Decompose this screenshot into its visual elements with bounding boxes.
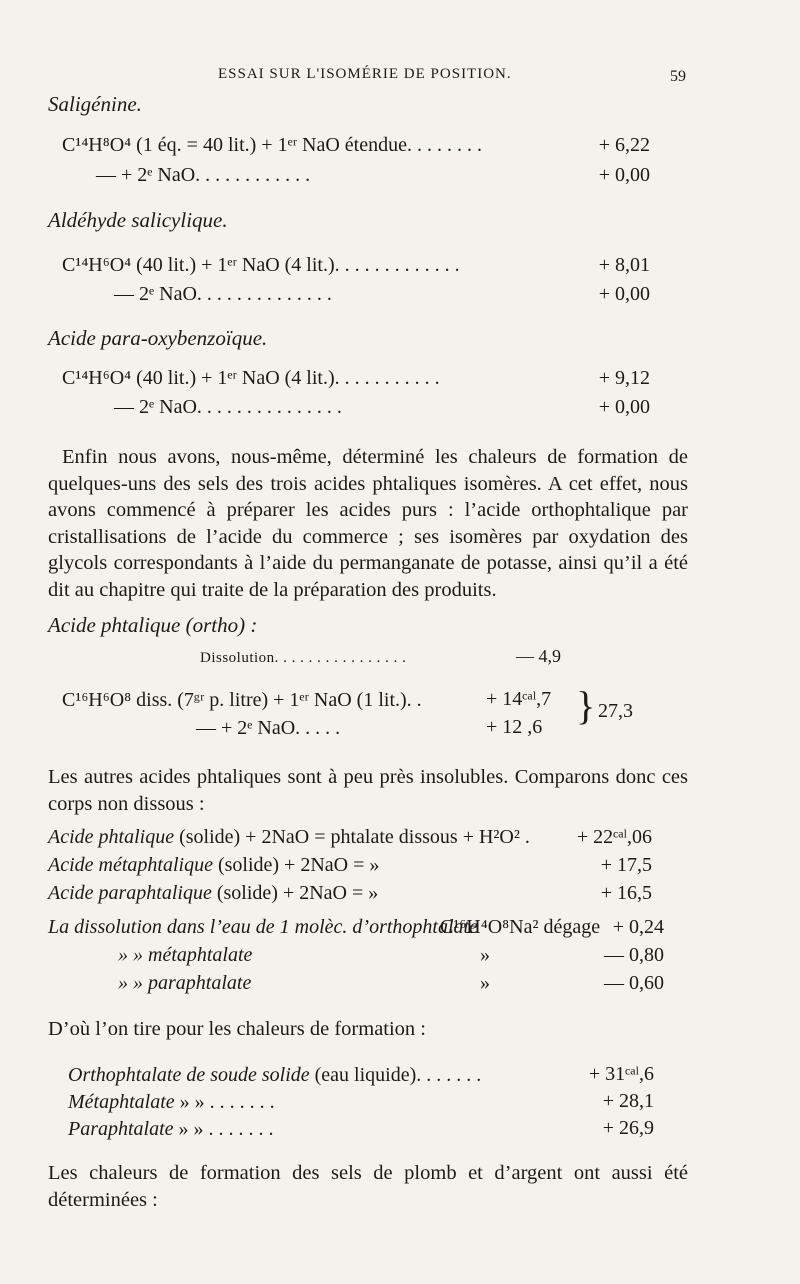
formation-rest: » » . . . . . . . [174,1091,275,1113]
ortho-brace: } [576,683,596,728]
paraoxy-value-1: + 9,12 [598,367,650,389]
section-title-aldehyde: Aldéhyde salicylique. [48,208,228,232]
saligenine-value-1: + 6,22 [598,134,650,156]
running-title: ESSAI SUR L'ISOMÉRIE DE POSITION. [218,66,512,82]
paraoxy-row-1: C¹⁴H⁶O⁴ (40 lit.) + 1ᵉʳ NaO (4 lit.). . . . . . . . . . . [62,367,440,389]
comparison-rest: (solide) + 2NaO = » [212,854,380,876]
ortho-dissolution-value: — 4,9 [516,646,561,666]
formation-row-meta [68,1091,275,1114]
ortho-row-1: C¹⁶H⁶O⁸ diss. (7ᵍʳ p. litre) + 1ᵉʳ NaO (1 lit.). . [62,689,422,711]
ortho-value-1: + 14ᶜᵃˡ,7 [486,688,552,710]
dissolution-row-para: » » paraphtalate [118,972,252,994]
formation-name: Paraphtalate [68,1118,174,1140]
ortho-row-2: — + 2ᵉ NaO. . . . . [196,717,341,739]
page-number: 59 [670,68,686,85]
formation-name: Métaphtalate [68,1091,175,1113]
comparison-row-metaphtalique [48,854,379,877]
dissolution-value: — 0,60 [604,972,664,994]
comparison-value: + 22ᶜᵃˡ,06 [576,826,652,848]
dissolution-value: + 0,24 [612,916,664,938]
dissolution-formula: C¹⁶H⁴O⁸Na² dégage [440,916,601,938]
section-title-saligenine: Saligénine. [48,92,142,116]
formation-row-ortho [68,1064,481,1087]
formation-rest: » » . . . . . . . [173,1118,274,1140]
section-title-paraoxybenzoique: Acide para-oxybenzoïque. [48,326,268,350]
dissolution-value: — 0,80 [604,944,664,966]
formation-rest: (eau liquide). . . . . . . [309,1064,482,1086]
formation-value: + 26,9 [602,1117,654,1139]
aldehyde-row-1: C¹⁴H⁶O⁴ (40 lit.) + 1ᵉʳ NaO (4 lit.). . . . . . . . . . . . . [62,254,460,276]
aldehyde-value-1: + 8,01 [598,254,650,276]
paragraph-dou: D’où l’on tire pour les chaleurs de formation : [48,1018,426,1040]
dissolution-formula: » [480,972,490,994]
saligenine-row-2: — + 2ᵉ NaO. . . . . . . . . . . . [96,164,311,186]
paraoxy-row-2: — 2ᵉ NaO. . . . . . . . . . . . . . . [114,396,342,418]
comparison-rest: (solide) + 2NaO = phtalate dissous + H²O² . [174,826,530,848]
section-title-ortho: Acide phtalique (ortho) : [48,613,258,637]
comparison-value: + 17,5 [600,854,652,876]
ortho-total: 27,3 [598,700,633,722]
aldehyde-row-2: — 2ᵉ NaO. . . . . . . . . . . . . . [114,283,332,305]
comparison-name: Acide paraphtalique [48,882,212,904]
ortho-dissolution-label: Dissolution. . . . . . . . . . . . . . . . [200,650,407,666]
paragraph-autres: Les autres acides phtaliques sont à peu près insolubles. Comparons donc ces corps non dissous : [48,766,688,815]
comparison-rest: (solide) + 2NaO = » [211,882,379,904]
paragraph-chaleurs: Les chaleurs de formation des sels de plomb et d’argent ont aussi été déterminées : [48,1162,688,1211]
formation-value: + 31ᶜᵃˡ,6 [588,1063,654,1085]
dissolution-row-meta: » » métaphtalate [118,944,253,966]
comparison-value: + 16,5 [600,882,652,904]
dissolution-row-ortho: La dissolution dans l’eau de 1 molèc. d’orthophtalate [48,916,478,938]
saligenine-value-2: + 0,00 [598,164,650,186]
paraoxy-value-2: + 0,00 [598,396,650,418]
formation-row-para [68,1118,274,1141]
formation-value: + 28,1 [602,1090,654,1112]
formation-name: Orthophtalate de soude solide [68,1064,310,1086]
aldehyde-value-2: + 0,00 [598,283,650,305]
comparison-row-phtalique [48,826,530,849]
ortho-value-2: + 12 ,6 [486,716,543,738]
comparison-row-paraphtalique [48,882,378,905]
paragraph-enfin: Enfin nous avons, nous-même, déterminé les chaleurs de formation de quelques-uns des sels des trois acides phtaliques isomères. A cet effet, nous avons commencé à préparer les acides purs : l’acide orthophtalique par cristallisations de l’acide du commerce ; ses isomères par oxydation des glycols correspondants à l’aide du permanganate de potasse, ainsi qu’il a été dit au chapitre qui traite de la préparation des produits. [48,446,688,601]
dissolution-formula: » [480,944,490,966]
comparison-name: Acide métaphtalique [48,854,213,876]
comparison-name: Acide phtalique [48,826,175,848]
saligenine-row-1: C¹⁴H⁸O⁴ (1 éq. = 40 lit.) + 1ᵉʳ NaO étendue. . . . . . . . [62,134,482,156]
